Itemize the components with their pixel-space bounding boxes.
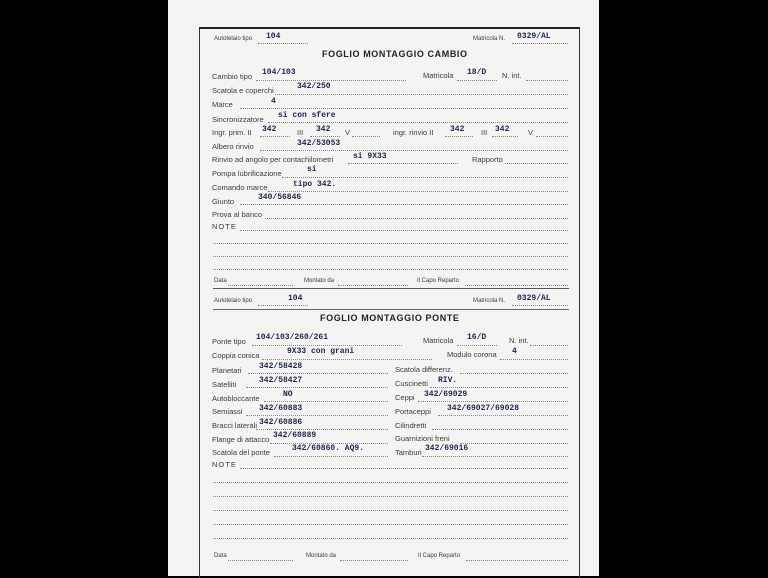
cuscinetti-label: Cuscinetti xyxy=(395,379,428,388)
marce-value: 4 xyxy=(271,97,276,106)
ingr-prim-V-label: V xyxy=(345,128,351,137)
planetari-label: Planetari xyxy=(212,366,242,375)
semiassi-label: Semiassi xyxy=(212,407,243,416)
ingr-rinvio-II-value: 342 xyxy=(450,125,465,134)
ingr-prim-label: Ingr. prim. II xyxy=(212,128,252,137)
matricola2-label-2: Matricola xyxy=(423,336,454,345)
montato-label-2: Montato da xyxy=(306,553,337,559)
note-label: NOTE xyxy=(212,222,237,231)
ingr-prim-III-value: 342 xyxy=(316,125,331,134)
scatola-diff-label: Scatola differenz. xyxy=(395,365,453,374)
rapporto-label: Rapporto xyxy=(472,155,503,164)
cambio-label: Cambio tipo xyxy=(212,72,253,81)
portaceppi-value: 342/69027/69028 xyxy=(447,404,520,413)
rinvio-angolo-label: Rinvio ad angolo per contachilometri xyxy=(212,155,334,164)
ingr-prim-III-label: III xyxy=(297,128,304,137)
giunto-label: Giunto xyxy=(212,197,235,206)
ceppi-value: 342/69029 xyxy=(424,390,468,399)
cambio-value: 104/103 xyxy=(262,68,296,77)
matricola2-value-2: 16/D xyxy=(467,333,487,342)
flange-value: 342/60889 xyxy=(273,431,317,440)
planetari-value: 342/58428 xyxy=(259,362,303,371)
matricola-value: 0329/AL xyxy=(517,32,551,41)
autotelaio-label-2: Autotelaio tipo xyxy=(214,298,253,304)
bracci-value: 342/60886 xyxy=(259,418,303,427)
tamburi-label: Tamburi xyxy=(395,448,422,457)
section-divider-2 xyxy=(213,309,569,310)
gearbox-title: FOGLIO MONTAGGIO CAMBIO xyxy=(322,49,468,59)
axle-title: FOGLIO MONTAGGIO PONTE xyxy=(320,313,460,323)
data-label: Data xyxy=(214,278,227,284)
portaceppi-label: Portaceppi xyxy=(395,407,431,416)
capo-label: Il Capo Reparto xyxy=(417,278,460,284)
scatola-label: Scatola e coperchi xyxy=(212,86,274,95)
modulo-value: 4 xyxy=(512,347,517,356)
ingr-rinvio-III-label: III xyxy=(481,128,488,137)
flange-label: Flange di attacco xyxy=(212,435,270,444)
cuscinetti-value: RIV. xyxy=(438,376,458,385)
comando-label: Comando marce xyxy=(212,183,268,192)
data-label-2: Data xyxy=(214,553,227,559)
albero-value: 342/53053 xyxy=(297,139,341,148)
rinvio-angolo-value: si 9X33 xyxy=(353,152,387,161)
ingr-rinvio-III-value: 342 xyxy=(495,125,510,134)
guarnizioni-label: Guarnizioni freni xyxy=(395,434,450,443)
ingr-rinvio-V-label: V xyxy=(528,128,534,137)
modulo-label: Modulo corona xyxy=(447,350,497,359)
note-label-2: NOTE xyxy=(212,460,237,469)
ceppi-label: Ceppi xyxy=(395,393,415,402)
matricola2-value: 18/D xyxy=(467,68,487,77)
nint-label: N. int. xyxy=(502,71,522,80)
autobloccante-label: Autobloccante xyxy=(212,394,260,403)
satelliti-label: Satelliti xyxy=(212,380,237,389)
semiassi-value: 342/60883 xyxy=(259,404,303,413)
giunto-value: 340/56846 xyxy=(258,193,302,202)
ponte-label: Ponte tipo xyxy=(212,337,246,346)
coppia-value: 9X33 con grani xyxy=(287,347,355,356)
ingr-prim-II-value: 342 xyxy=(262,125,277,134)
matricola-value-2: 0329/AL xyxy=(517,294,551,303)
matricola-label-2: Matricola N. xyxy=(473,298,506,304)
autotelaio-value-2: 104 xyxy=(288,294,303,303)
ponte-value: 104/103/260/261 xyxy=(256,333,329,342)
section-divider xyxy=(213,288,569,289)
autotelaio-label: Autotelaio tipo xyxy=(214,36,253,42)
scatola-ponte-label: Scatola del ponte xyxy=(212,448,270,457)
autotelaio-value: 104 xyxy=(266,32,281,41)
matricola2-label: Matricola xyxy=(423,71,454,80)
sincro-value: si con sfere xyxy=(278,111,336,120)
prova-label: Prova al banco xyxy=(212,210,263,219)
scatola-value: 342/250 xyxy=(297,82,331,91)
albero-label: Albero rinvio xyxy=(212,142,254,151)
satelliti-value: 342/58427 xyxy=(259,376,303,385)
cilindretti-label: Cilindretti xyxy=(395,421,427,430)
capo-label-2: Il Capo Reparto xyxy=(418,553,461,559)
comando-value: tipo 342. xyxy=(293,180,337,189)
sincro-label: Sincronizzatore xyxy=(212,115,264,124)
tamburi-value: 342/69016 xyxy=(425,444,469,453)
matricola-label: Matricola N. xyxy=(473,36,506,42)
ingr-rinvio-label: ingr. rinvio II xyxy=(393,128,434,137)
pompa-label: Pompa lubrificazione xyxy=(212,169,282,178)
marce-label: Marce xyxy=(212,100,233,109)
scatola-ponte-value: 342/60860. AQ9. xyxy=(292,444,365,453)
nint-label-2: N. int. xyxy=(509,336,529,345)
montato-label: Montato da xyxy=(304,278,335,284)
coppia-label: Coppia conica xyxy=(212,351,260,360)
bracci-label: Bracci laterali xyxy=(212,421,258,430)
pompa-value: si xyxy=(307,165,317,174)
autobloccante-value: NO xyxy=(283,390,293,399)
